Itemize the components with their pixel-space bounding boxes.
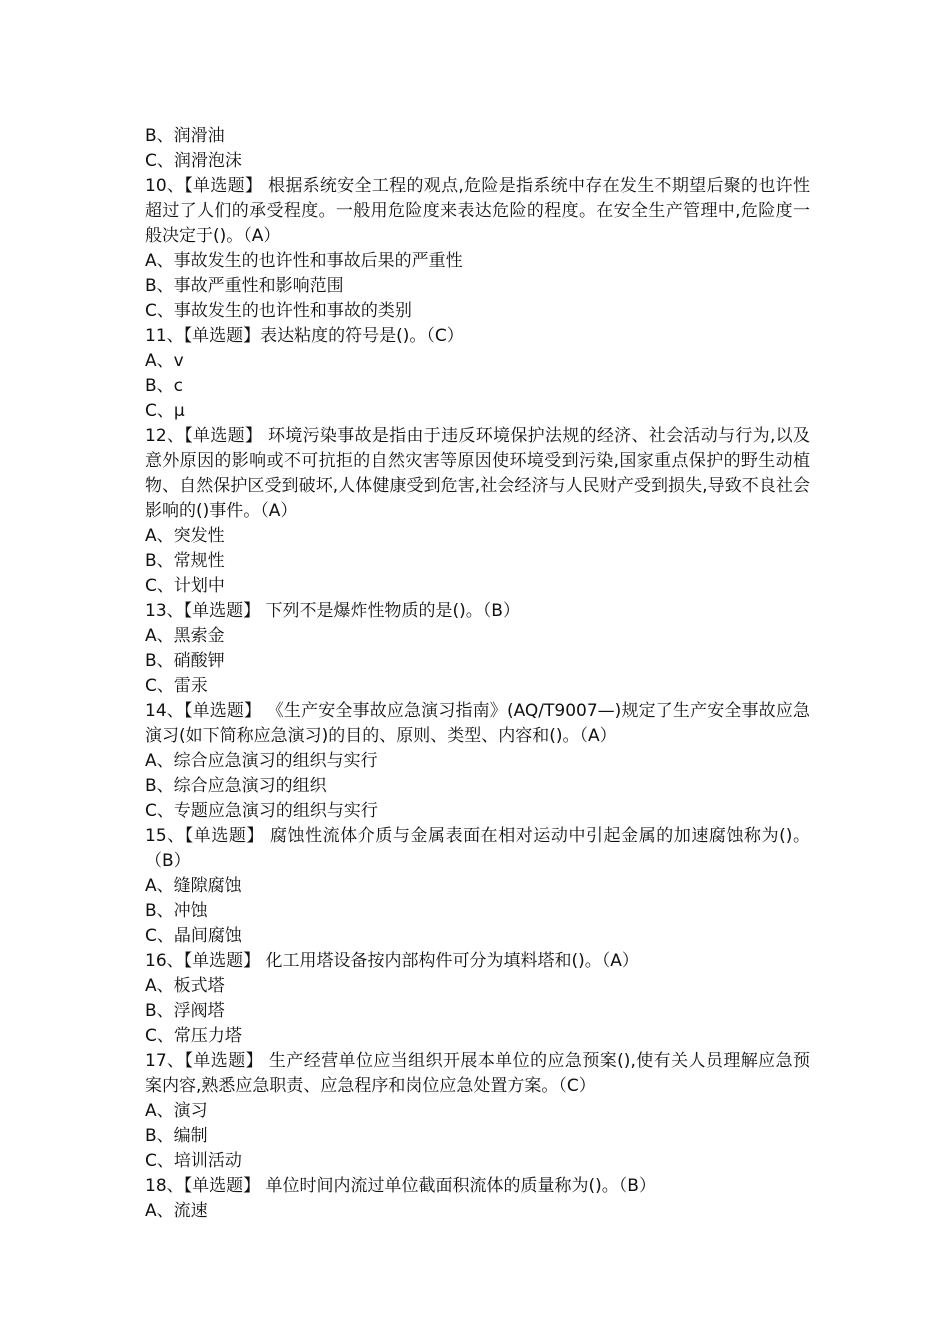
question-line: 11、【单选题】表达粘度的符号是()。（C） [145,326,464,346]
option-line: C、专题应急演习的组织与实行 [145,801,378,821]
option-line: A、板式塔 [145,976,225,996]
question-line: 10、【单选题】 根据系统安全工程的观点,危险是指系统中存在发生不期望后聚的也许性超过了人们的承受程度。一般用危险度来表达危险的程度。在安全生产管理中,危险度一般决定于()。（A） [145,176,810,246]
option-line: A、流速 [145,1201,208,1221]
option-line: C、雷汞 [145,676,208,696]
option-line: C、培训活动 [145,1151,242,1171]
option-line: C、晶间腐蚀 [145,926,242,946]
question-line: 17、【单选题】 生产经营单位应当组织开展本单位的应急预案(),使有关人员理解应急预案内容,熟悉应急职责、应急程序和岗位应急处置方案。（C） [145,1051,810,1096]
option-line: B、冲蚀 [145,901,208,921]
option-line: B、事故严重性和影响范围 [145,276,344,296]
option-line: B、常规性 [145,551,225,571]
option-line: C、事故发生的也许性和事故的类别 [145,301,412,321]
option-line: A、综合应急演习的组织与实行 [145,751,378,771]
option-line: B、硝酸钾 [145,651,225,671]
option-line: B、润滑油 [145,126,225,146]
question-line: 13、【单选题】 下列不是爆炸性物质的是()。（B） [145,601,520,621]
option-line: A、事故发生的也许性和事故后果的严重性 [145,251,463,271]
question-line: 12、【单选题】 环境污染事故是指由于违反环境保护法规的经济、社会活动与行为,以及意外原因的影响或不可抗拒的自然灾害等原因使环境受到污染,国家重点保护的野生动植物、自然保护区受到破坏,人体健康受到危害,社会经济与人民财产受到损失,导致不良社会影响的()事件。（A） [145,426,810,521]
option-line: C、润滑泡沫 [145,151,242,171]
option-line: C、μ [145,401,185,421]
option-line: A、缝隙腐蚀 [145,876,242,896]
question-line: 14、【单选题】 《生产安全事故应急演习指南》(AQ/T9007—)规定了生产安全事故应急演习(如下简称应急演习)的目的、原则、类型、内容和()。（A） [145,701,810,746]
option-line: A、突发性 [145,526,225,546]
option-line: A、v [145,351,184,371]
option-line: A、黑索金 [145,626,225,646]
question-line: 16、【单选题】 化工用塔设备按内部构件可分为填料塔和()。（A） [145,951,639,971]
option-line: B、综合应急演习的组织 [145,776,327,796]
option-line: B、c [145,376,184,396]
question-line: 15、【单选题】 腐蚀性流体介质与金属表面在相对运动中引起金属的加速腐蚀称为()。（B） [145,826,810,871]
option-line: B、浮阀塔 [145,1001,225,1021]
option-line: C、常压力塔 [145,1026,242,1046]
option-line: B、编制 [145,1126,208,1146]
question-list [145,124,810,1224]
option-line: A、演习 [145,1101,208,1121]
question-line: 18、【单选题】 单位时间内流过单位截面积流体的质量称为()。（B） [145,1176,656,1196]
option-line: C、计划中 [145,576,225,596]
